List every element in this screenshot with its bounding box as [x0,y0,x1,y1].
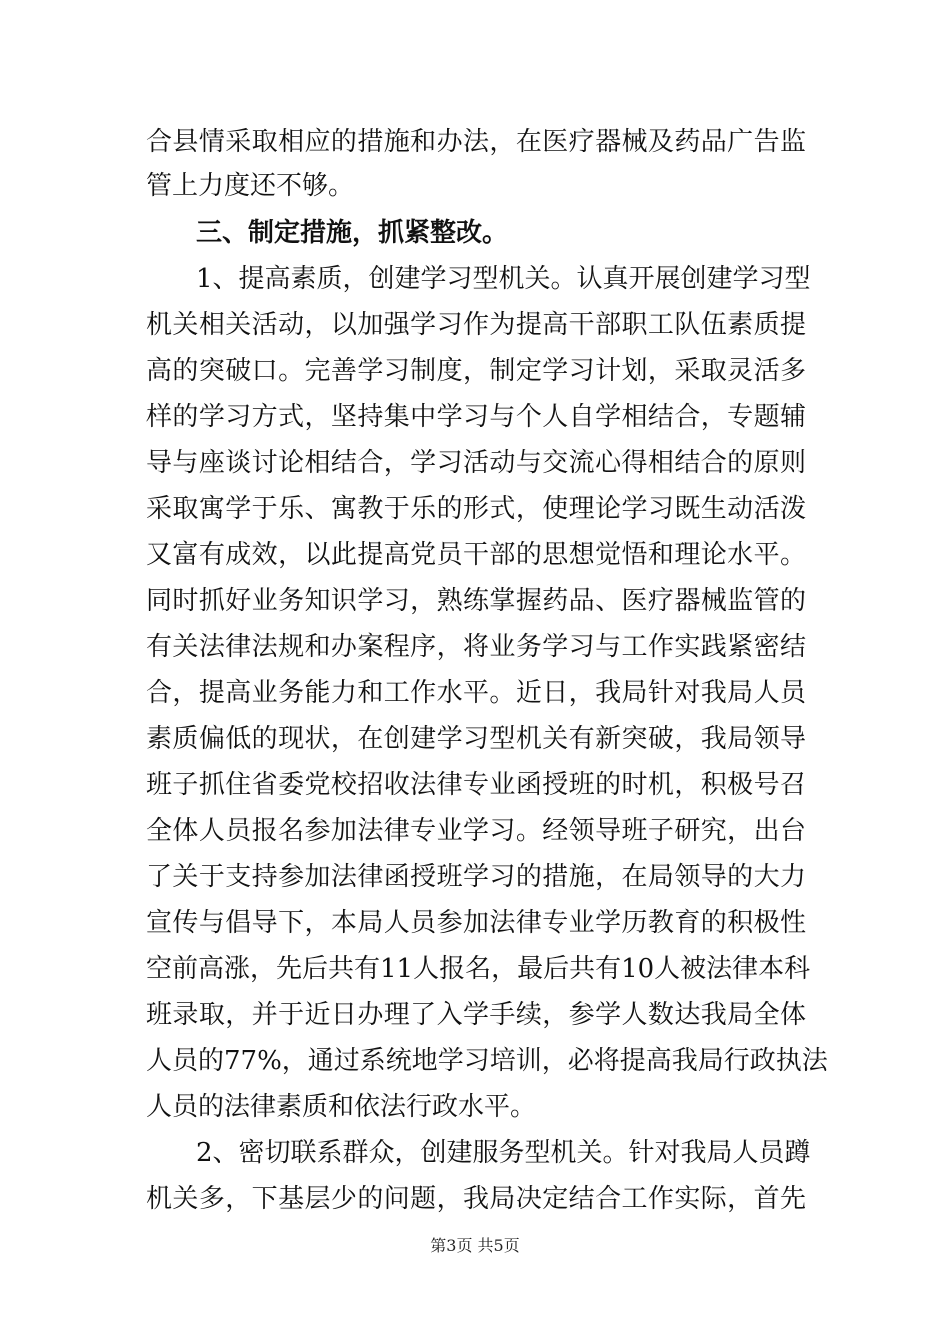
paragraph-first-line: 2、密切联系群众，创建服务型机关。针对我局人员蹲 [196,1138,811,1168]
text-line: 又富有成效，以此提高党员干部的思想觉悟和理论水平。 [146,540,806,570]
text-line: 了关于支持参加法律函授班学习的措施，在局领导的大力 [146,862,806,892]
text-line: 管上力度还不够。 [146,171,355,201]
text-line: 同时抓好业务知识学习，熟练掌握药品、医疗器械监管的 [146,586,806,616]
text-line: 高的突破口。完善学习制度，制定学习计划，采取灵活多 [146,356,806,386]
text-line: 班录取，并于近日办理了入学手续，参学人数达我局全体 [146,1000,806,1030]
text-line: 素质偏低的现状，在创建学习型机关有新突破，我局领导 [146,724,806,754]
text-line: 人员的77%，通过系统地学习培训，必将提高我局行政执法 [146,1046,828,1076]
text-line: 合县情采取相应的措施和办法，在医疗器械及药品广告监 [146,127,806,157]
text-line: 有关法律法规和办案程序，将业务学习与工作实践紧密结 [146,632,806,662]
section-heading: 三、制定措施，抓紧整改。 [196,218,509,248]
page-number-footer: 第3页 共5页 [430,1236,520,1255]
text-line: 空前高涨，先后共有11人报名，最后共有10人被法律本科 [146,954,811,984]
text-line: 导与座谈讨论相结合，学习活动与交流心得相结合的原则 [146,448,806,478]
text-line: 机关多，下基层少的问题，我局决定结合工作实际，首先 [146,1184,806,1214]
text-line: 班子抓住省委党校招收法律专业函授班的时机，积极号召 [146,770,806,800]
text-line: 全体人员报名参加法律专业学习。经领导班子研究，出台 [146,816,806,846]
text-line: 机关相关活动，以加强学习作为提高干部职工队伍素质提 [146,310,806,340]
text-line: 采取寓学于乐、寓教于乐的形式，使理论学习既生动活泼 [146,494,806,524]
text-line: 合，提高业务能力和工作水平。近日，我局针对我局人员 [146,678,806,708]
paragraph-first-line: 1、提高素质，创建学习型机关。认真开展创建学习型 [196,264,811,294]
text-line: 人员的法律素质和依法行政水平。 [146,1092,537,1122]
text-line: 宣传与倡导下，本局人员参加法律专业学历教育的积极性 [146,908,806,938]
text-line: 样的学习方式，坚持集中学习与个人自学相结合，专题辅 [146,402,806,432]
